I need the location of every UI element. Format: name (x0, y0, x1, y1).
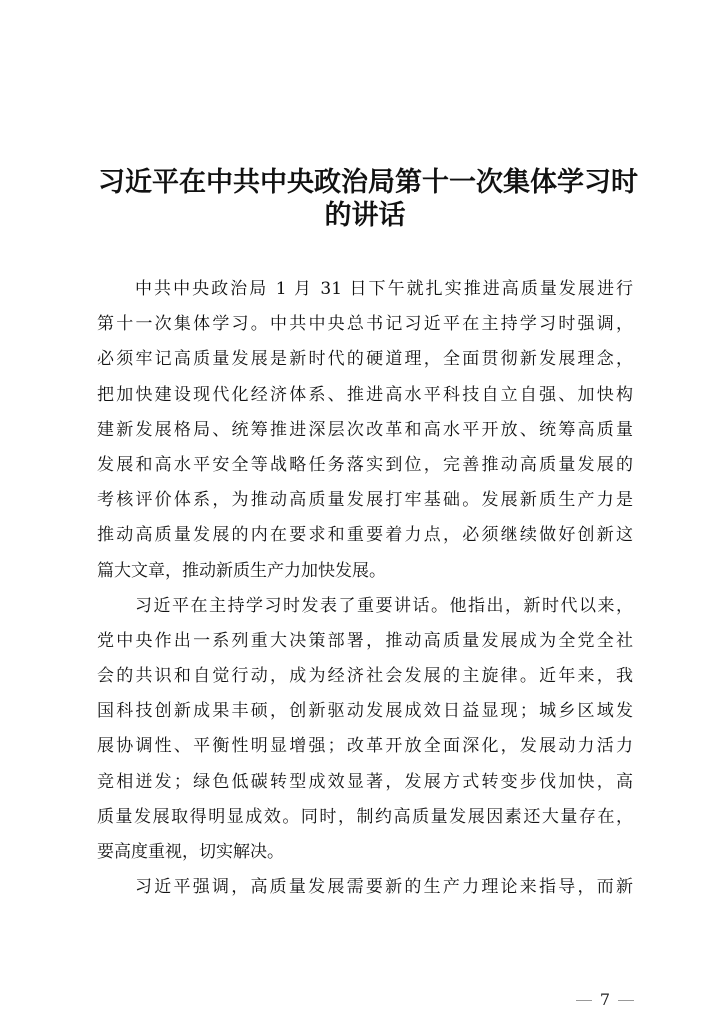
page-footer (560, 990, 650, 1010)
title-line-2: 的讲话 (324, 200, 406, 231)
paragraph (97, 870, 633, 905)
document-body (97, 272, 633, 905)
paragraph-line: 中共中央政治局 1 月 31 日下午就扎实推进高质量发展进行 (135, 279, 633, 299)
paragraph-line: 推动高质量发展的内在要求和重要着力点，必须继续做好创新这 (97, 525, 633, 546)
paragraph-line: 把加快建设现代化经济体系、推进高水平科技自立自强、加快构 (97, 384, 633, 405)
title-line-1: 习近平在中共中央政治局第十一次集体学习时 (98, 167, 638, 198)
paragraph-line: 质量发展取得明显成效。同时，制约高质量发展因素还大量存在， (97, 806, 633, 827)
paragraph-line: 第十一次集体学习。中共中央总书记习近平在主持学习时强调， (97, 314, 633, 335)
paragraph-line: 习近平在主持学习时发表了重要讲话。他指出，新时代以来， (135, 595, 633, 616)
paragraph-line: 发展和高水平安全等战略任务落实到位，完善推动高质量发展的 (97, 454, 633, 475)
paragraph-line: 国科技创新成果丰硕，创新驱动发展成效日益显现；城乡区域发 (97, 701, 633, 722)
paragraph (97, 589, 633, 871)
dash-right (618, 1000, 634, 1001)
page-number: 7 (599, 990, 611, 1009)
paragraph-line: 习近平强调，高质量发展需要新的生产力理论来指导，而新 (135, 877, 633, 898)
paragraph-line: 党中央作出一系列重大决策部署，推动高质量发展成为全党全社 (97, 630, 633, 651)
paragraph-line: 建新发展格局、统筹推进深层次改革和高水平开放、统筹高质量 (97, 419, 633, 440)
paragraph (97, 272, 633, 589)
paragraph-line: 考核评价体系，为推动高质量发展打牢基础。发展新质生产力是 (97, 490, 633, 511)
paragraph-line: 会的共识和自觉行动，成为经济社会发展的主旋律。近年来，我 (97, 666, 633, 687)
paragraph-line: 竞相迸发；绿色低碳转型成效显著，发展方式转变步伐加快，高 (97, 771, 633, 792)
paragraph-line: 要高度重视，切实解决。 (97, 842, 284, 862)
document-title (98, 166, 638, 232)
paragraph-line: 展协调性、平衡性明显增强；改革开放全面深化，发展动力活力 (97, 736, 633, 757)
paragraph-line: 必须牢记高质量发展是新时代的硬道理，全面贯彻新发展理念， (97, 349, 633, 370)
paragraph-line: 篇大文章，推动新质生产力加快发展。 (97, 560, 386, 581)
dash-left (576, 1000, 592, 1001)
